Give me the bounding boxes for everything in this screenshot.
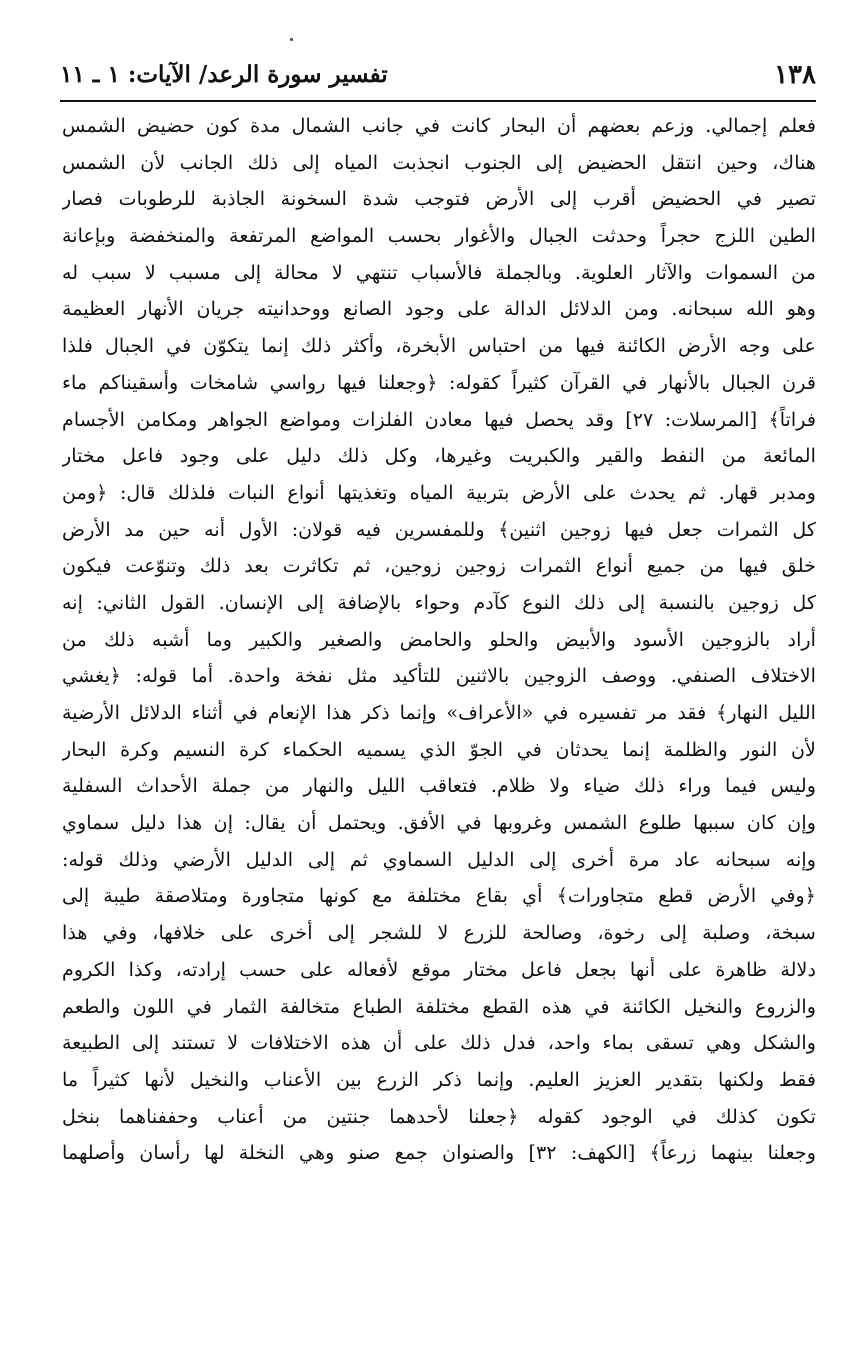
- body-text: [62, 108, 816, 1172]
- text-line: قرن الجبال بالأنهار في القرآن كثيراً كقوله: ﴿وجعلنا فيها رواسي شامخات وأسقيناكم ماء: [62, 370, 816, 394]
- text-line: الليل النهار﴾ فقد مر تفسيره في «الأعراف» وإنما ذكر هذا الإنعام في أثناء الدلائل الأرضية: [62, 701, 816, 724]
- text-line: من السموات والآثار العلوية. وبالجملة فالأسباب تنتهي لا محالة إلى مسبب لا سبب له: [62, 260, 816, 284]
- text-line: الاختلاف الصنفي. ووصف الزوجين بالاثنين للتأكيد مثل نفخة واحدة. أما قوله: ﴿يغشي: [62, 664, 816, 688]
- page-number: ١٣٨: [774, 60, 816, 90]
- text-line: وجعلنا بينهما زرعاً﴾ [الكهف: ٣٢] والصنوان جمع صنو وهي النخلة لها رأسان وأصلهما: [62, 1141, 816, 1165]
- running-title: تفسير سورة الرعد/ الآيات: ١ ـ ١١: [60, 61, 388, 88]
- text-line: فعلم إجمالي. وزعم بعضهم أن البحار كانت في جانب الشمال مدة كون حضيض الشمس: [62, 114, 816, 137]
- text-line: الطين اللزج حجراً وحدثت الجبال والأغوار بحسب المواضع المرتفعة والمنخفضة وبإعانة: [62, 224, 816, 248]
- text-line: لأن النور والظلمة إنما يحدثان في الجوّ الذي يسميه الحكماء كرة النسيم وكرة البحار: [62, 737, 816, 761]
- header-rule: [60, 100, 816, 102]
- text-line: خلق فيها من جميع أنواع الثمرات زوجين زوجين، ثم تكاثرت بعد ذلك وتنوّعت فيكون: [62, 554, 816, 578]
- text-line: وليس فيما وراء ذلك ضياء ولا ظلام. فتعاقب الليل والنهار من جملة الأحداث السفلية: [62, 774, 816, 798]
- text-line: هناك، وحين انتقل الحضيض إلى الجنوب انجذبت المياه إلى ذلك الجانب لأن الشمس: [62, 150, 816, 174]
- text-line: وإن كان سببها طلوع الشمس وغروبها في الأفق. ويحتمل أن يقال: إن هذا دليل سماوي: [62, 811, 816, 835]
- text-line: على وجه الأرض الكائنة فيها من احتباس الأبخرة، وأكثر ذلك إنما يتكوّن في الجبال فلذا: [62, 334, 816, 358]
- text-line: ﴿وفي الأرض قطع متجاورات﴾ أي بقاع مختلفة مع كونها متجاورة ومتلاصقة طيبة إلى: [62, 884, 816, 908]
- page-header: [60, 52, 816, 98]
- text-line: والزروع والنخيل الكائنة في هذه القطع مختلفة الطباع متخالفة الثمار في اللون والطعم: [62, 994, 816, 1018]
- text-line: والشكل وهي تسقى بماء واحد، فدل ذلك على أن هذه الاختلافات لا تستند إلى الطبيعة: [62, 1031, 816, 1055]
- text-line: دلالة ظاهرة على أنها بجعل فاعل مختار موقع لأفعاله على حسب إرادته، وكذا الكروم: [62, 957, 816, 981]
- text-line: وإنه سبحانه عاد مرة أخرى إلى الدليل السماوي ثم إلى الدليل الأرضي وذلك قوله:: [62, 847, 816, 871]
- text-line: أراد بالزوجين الأسود والأبيض والحلو والحامض والصغير والكبير وما أشبه ذلك من: [62, 627, 816, 651]
- text-line: المائعة من النفط والقير والكبريت وغيرها، وكل ذلك دليل على وجود فاعل مختار: [62, 444, 816, 468]
- text-line: فقط ولكنها بتقدير العزيز العليم. وإنما ذكر الزرع بين الأعناب والنخيل لأنها كثيراً ما: [62, 1067, 816, 1091]
- text-line: وهو الله سبحانه. ومن الدلائل الدالة على وجود الصانع ووحدانيته جريان الأنهار العظيمة: [62, 297, 816, 321]
- text-line: تصير في الحضيض أقرب إلى الأرض فتوجب شدة السخونة الجاذبة للرطوبات فصار: [62, 187, 816, 211]
- text-line: سبخة، وصلبة إلى رخوة، وصالحة للزرع لا للشجر إلى أخرى على خلافها، وفي هذا: [62, 921, 816, 945]
- text-line: تكون كذلك في الوجود كقوله ﴿جعلنا لأحدهما جنتين من أعناب وحففناهما بنخل: [62, 1104, 816, 1128]
- text-line: فراتاً﴾ [المرسلات: ٢٧] وقد يحصل فيها معادن الفلزات ومواضع الجواهر ومكامن الأجسام: [62, 407, 816, 431]
- text-line: ومدبر قهار. ثم يحدث على الأرض بتربية المياه وتغذيتها أنواع النبات فلذلك قال: ﴿ومن: [62, 480, 816, 504]
- text-line: كل الثمرات جعل فيها زوجين اثنين﴾ وللمفسرين فيه قولان: الأول أنه حين مد الأرض: [62, 517, 816, 541]
- text-line: كل زوجين بالنسبة إلى ذلك النوع كآدم وحواء بالإضافة إلى الإنسان. القول الثاني: إنه: [62, 590, 816, 614]
- print-speck: [290, 38, 293, 41]
